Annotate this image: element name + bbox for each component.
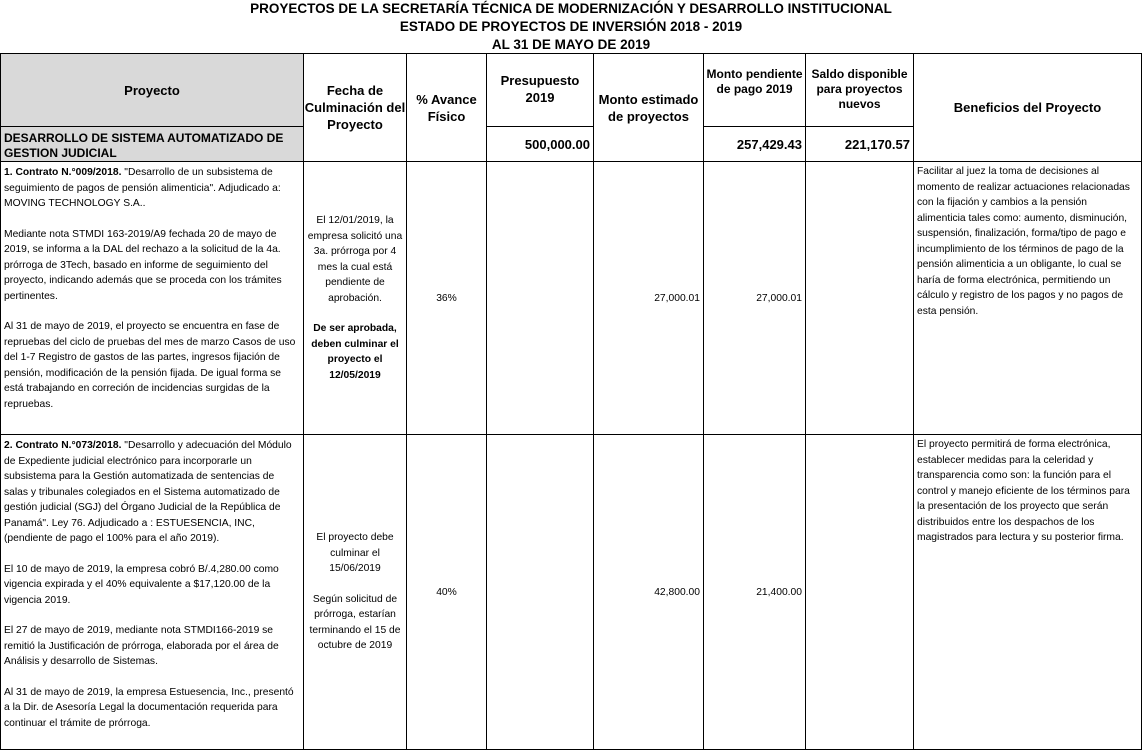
presupuesto-cell <box>487 435 594 750</box>
presupuesto-cell <box>487 162 594 435</box>
report-subtitle: ESTADO DE PROYECTOS DE INVERSIÓN 2018 - 2019 <box>399 19 743 34</box>
beneficios-text: El proyecto permitirá de forma electrónica, establecer medidas para la celeridad y transparencia como son: la función para el control y manejo eficiente de los términos para la presentación de los proyecto que serán distribuidos entre los despachos de los magistrados para lectura y su posterior firma. <box>914 435 1142 750</box>
project-description <box>1 162 304 435</box>
saldo-cell <box>806 162 914 435</box>
header-monto-estimado: Monto estimado de proyectos <box>594 54 704 162</box>
fecha-cell <box>304 435 407 750</box>
report-date: AL 31 DE MAYO DE 2019 <box>491 37 651 52</box>
monto-pendiente-value: 27,000.01 <box>704 162 806 435</box>
header-proyecto: Proyecto <box>1 54 304 127</box>
project-status: Al 31 de mayo de 2019, la empresa Estuesencia, Inc., presentó a la Dir. de Asesoría Legal la documentación requerida para continuar el trámite de prórroga. <box>4 686 294 729</box>
projects-table <box>0 53 1142 750</box>
project-note: El 27 de mayo de 2019, mediante nota STMDI166-2019 se remitió la Justificación de prórroga, elaborada por el área de Análisis y desarrollo de Sistemas. <box>4 625 279 667</box>
header-avance: % Avance Físico <box>407 54 487 162</box>
contract-label: 2. Contrato N.°073/2018. <box>4 440 122 451</box>
table-row <box>1 162 1142 435</box>
project-note: Mediante nota STMDI 163-2019/A9 fechada 20 de mayo de 2019, se informa a la DAL del rechazo a la solicitud de la 4a. prórroga de 3Tech, basado en informe de seguimiento del proyecto, indicando además que se proceda con los trámites pertinentes. <box>4 228 282 302</box>
table-row <box>1 435 1142 750</box>
fecha-note: Según solicitud de prórroga, estarían terminando el 15 de octubre de 2019 <box>309 593 401 652</box>
monto-estimado-value: 27,000.01 <box>594 162 704 435</box>
report-title: PROYECTOS DE LA SECRETARÍA TÉCNICA DE MODERNIZACIÓN Y DESARROLLO INSTITUCIONAL <box>250 1 892 16</box>
section-name: DESARROLLO DE SISTEMA AUTOMATIZADO DE GESTION JUDICIAL <box>1 127 304 162</box>
section-saldo: 221,170.57 <box>806 127 914 162</box>
monto-estimado-value: 42,800.00 <box>594 435 704 750</box>
header-presupuesto: Presupuesto 2019 <box>487 54 594 127</box>
beneficios-text: Facilitar al juez la toma de decisiones al momento de realizar actuaciones relacionadas con la fijación y cambios a la pensión alimenticia tales como: aumento, disminución, suspensión, finalización, forma/tipo de pago e incumplimiento de los términos de pago de la pensión alimenticia a un obligante, lo cual se haría de forma electrónica, permitiendo un cálculo y registro de los pagos y no pagos de esta pensión. <box>914 162 1142 435</box>
monto-pendiente-value: 21,400.00 <box>704 435 806 750</box>
section-presupuesto: 500,000.00 <box>487 127 594 162</box>
project-description <box>1 435 304 750</box>
header-monto-pendiente: Monto pendiente de pago 2019 <box>704 54 806 127</box>
section-monto-pendiente: 257,429.43 <box>704 127 806 162</box>
fecha-cell <box>304 162 407 435</box>
contract-text: "Desarrollo y adecuación del Módulo de Expediente judicial electrónico para incorporarle un subsistema para la Gestión automatizada de sentencias de salas y tribunales colegiados en el Sistema automatizado de gestión judicial (SGJ) del Órgano Judicial de la República de Panamá". Ley 76. Adjudicado a : ESTUESENCIA, INC, (pendiente de pago el 100% para el año 2019). <box>4 440 292 544</box>
contract-text: "Desarrollo de un subsistema de seguimiento de pagos de pensión alimenticia". Adjudicado a: MOVING TECHNOLOGY S.A.. <box>4 167 281 209</box>
fecha-text: El 12/01/2019, la empresa solicitó una 3a. prórroga por 4 mes la cual está pendiente de aprobación. <box>307 215 403 304</box>
project-note: El 10 de mayo de 2019, la empresa cobró B/.4,280.00 como vigencia expirada y el 40% equivalente a $17,120.00 de la vigencia 2019. <box>4 563 279 606</box>
contract-label: 1. Contrato N.°009/2018. <box>4 167 122 178</box>
project-status: Al 31 de mayo de 2019, el proyecto se encuentra en fase de repruebas del ciclo de pruebas del mes de marzo Casos de uso del 1-7 Registro de gastos de las partes, ingresos fijación de pensión, modificación de la pensión fijada. De igual forma se está trabajando en correción de incidencias surgidas de la repruebas. <box>4 321 296 410</box>
report-title-block <box>0 0 1142 54</box>
fecha-text: El proyecto debe culminar el 15/06/2019 <box>316 532 394 575</box>
fecha-note: De ser aprobada, deben culminar el proyecto el 12/05/2019 <box>311 323 399 381</box>
header-saldo: Saldo disponible para proyectos nuevos <box>806 54 914 127</box>
header-beneficios: Beneficios del Proyecto <box>914 54 1142 162</box>
saldo-cell <box>806 435 914 750</box>
avance-value: 40% <box>407 435 487 750</box>
avance-value: 36% <box>407 162 487 435</box>
header-fecha: Fecha de Culminación del Proyecto <box>304 54 407 162</box>
